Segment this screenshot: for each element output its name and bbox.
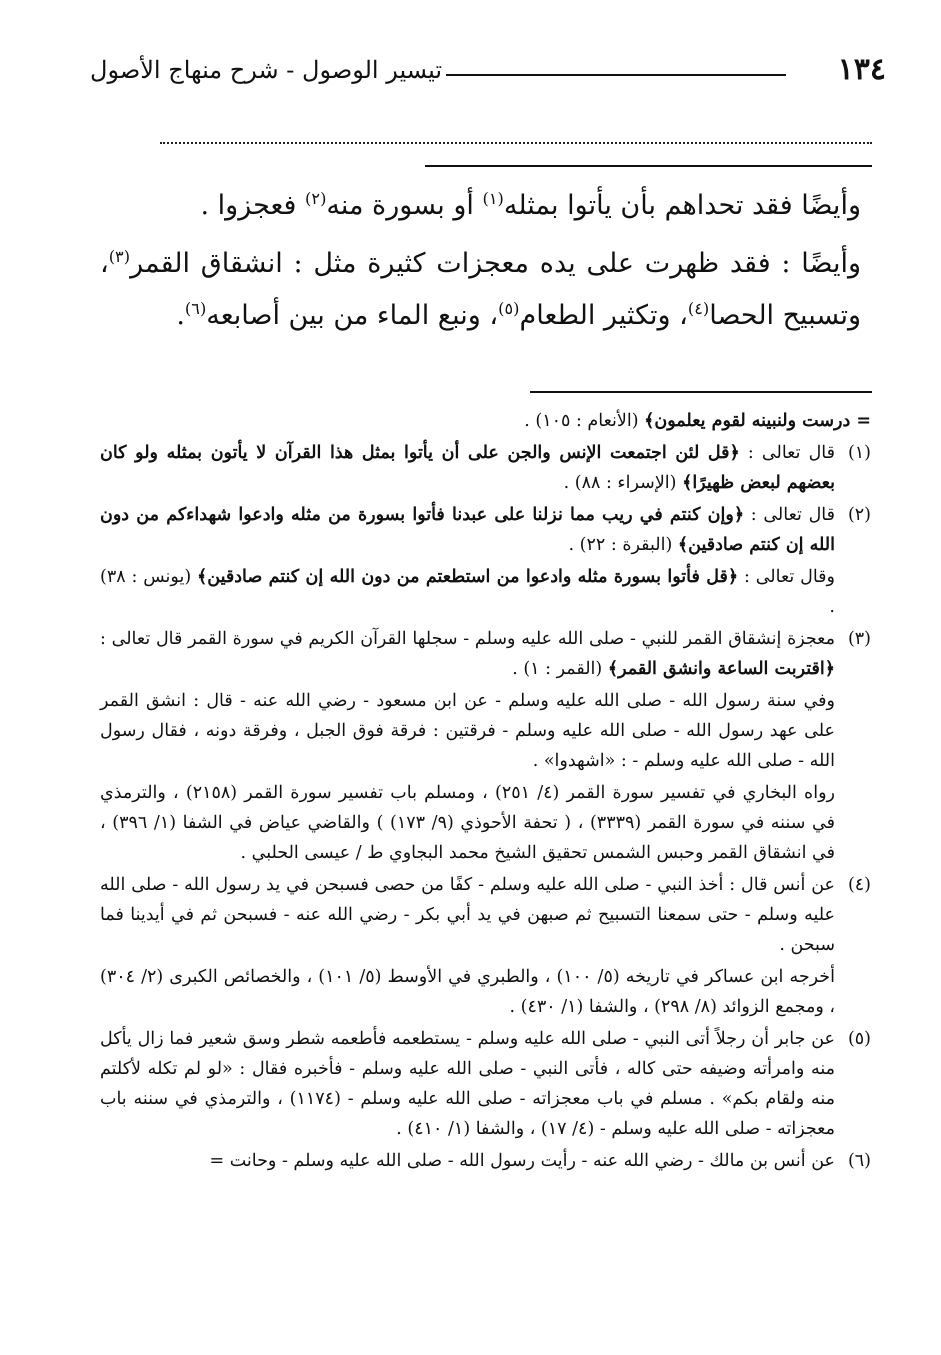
- main-text: [100, 180, 861, 348]
- quran-text: ﴿قل لئن اجتمعت الإنس والجن على أن يأتوا بمثل هذا القرآن لا يأتون بمثله ولو كان بعضهم لبعض ظهيرًا﴾: [100, 443, 835, 493]
- footnote-4: [100, 870, 871, 1022]
- footnote-1: [100, 438, 871, 498]
- running-header: [90, 52, 886, 92]
- footnote-ref: (٤): [687, 299, 710, 318]
- footnote-separator: [530, 391, 872, 393]
- footnote-text: عن أنس بن مالك - رضي الله عنه - رأيت رسول الله - صلى الله عليه وسلم - وحانت =: [209, 1151, 835, 1171]
- quran-text: ﴿اقتربت الساعة وانشق القمر﴾: [607, 659, 835, 679]
- top-rule: [425, 165, 872, 167]
- text-run: معجزة إنشقاق القمر للنبي - صلى الله عليه وسلم - سجلها القرآن الكريم في سورة القمر قال تعالى :: [100, 629, 835, 649]
- footnote-ref: (٢): [305, 189, 327, 208]
- footnote-text: [100, 438, 835, 498]
- citation: (البقرة : ٢٢) .: [568, 535, 678, 555]
- page-number: ١٣٤: [837, 52, 886, 87]
- footnote-text: [100, 562, 835, 622]
- citation: (الإسراء : ٨٨) .: [563, 473, 683, 493]
- footnote-continuation: [100, 406, 871, 436]
- footnote-ref: (٣): [108, 247, 131, 266]
- footnote-ref: (١): [482, 189, 504, 208]
- footnote-5: [100, 1024, 871, 1144]
- footnote-number: (٢): [847, 505, 871, 525]
- quran-text: ﴿قل فأتوا بسورة مثله وادعوا من استطعتم من دون الله إن كنتم صادقين﴾: [197, 567, 739, 587]
- paragraph-miracles: [100, 238, 861, 342]
- quran-text: = درست ولنبينه لقوم يعلمون: [654, 411, 871, 431]
- book-title: تيسير الوصول - شرح منهاج الأصول: [90, 56, 443, 84]
- footnote-text: أخرجه ابن عساكر في تاريخه (٥/ ١٠٠) ، والطبري في الأوسط (٥/ ١٠١) ، والخصائص الكبرى (٢/ ٣٠٤) ، ومجمع الزوائد (٨/ ٢٩٨) ، والشفا (١/ ٤٣٠) .: [100, 967, 835, 1017]
- footnote-6: [100, 1146, 871, 1176]
- paragraph-challenge: [100, 180, 861, 232]
- footnote-ref: (٥): [498, 299, 520, 318]
- text-run: ، وتسبيح الحصا: [100, 248, 861, 331]
- footnote-number: (١): [847, 443, 871, 463]
- footnote-2: [100, 500, 871, 622]
- citation: (الأنعام : ١٠٥) .: [524, 411, 645, 431]
- text-run: قال تعالى :: [744, 505, 835, 525]
- dotted-separator: [160, 142, 872, 144]
- text-run: وأيضًا فقد تحداهم بأن يأتوا بمثله: [503, 190, 861, 221]
- text-run: قال تعالى :: [739, 443, 836, 463]
- footnote-number: (٥): [847, 1029, 871, 1049]
- footnote-text: [100, 624, 835, 684]
- quran-text: ﴿وإن كنتم في ريب مما نزلنا على عبدنا فأتوا بسورة من مثله وادعوا شهداءكم من دون الله إن كنتم صادقين﴾: [100, 505, 835, 555]
- text-run: فعجزوا .: [200, 190, 306, 221]
- text-run: وأيضًا : فقد ظهرت على يده معجزات كثيرة مثل : انشقاق القمر: [130, 248, 861, 279]
- footnote-number: (٣): [847, 629, 871, 649]
- footnotes: [100, 406, 871, 1178]
- text-run: وقال تعالى :: [738, 567, 835, 587]
- citation: (يونس : ٣٨) .: [100, 567, 835, 617]
- footnote-text: عن جابر أن رجلاً أتى النبي - صلى الله عليه وسلم - يستطعمه فأطعمه شطر وسق شعير فما زال يأكل منه وامرأته وضيفه حتى كاله ، فأتى النبي - صلى الله عليه وسلم - فأخبره فقال : «لو لم تكله لأكلتم منه ولقام بكم» . مسلم في باب معجزاته - صلى الله عليه وسلم - (١١٧٤) ، والترمذي في سننه باب معجزاته - صلى الله عليه وسلم - (٤/ ١٧) ، والشفا (١/ ٤١٠) .: [100, 1029, 835, 1139]
- footnote-number: (٤): [847, 875, 871, 895]
- footnote-text: وفي سنة رسول الله - صلى الله عليه وسلم - عن ابن مسعود - رضي الله عنه - قال : انشق القمر على عهد رسول الله - صلى الله عليه وسلم - فرقتين : فرقة فوق الجبل ، وفرقة دونه ، فقال رسول الله - صلى الله عليه وسلم - : «اشهدوا» .: [100, 691, 835, 771]
- text-run: أو بسورة منه: [326, 190, 483, 221]
- footnote-text: رواه البخاري في تفسير سورة القمر (٤/ ٢٥١) ، ومسلم باب تفسير سورة القمر (٢١٥٨) ، والترمذي في سننه في سورة القمر (٣٣٣٩) ، ( تحفة الأحوذي (٩/ ١٧٣) ) والقاضي عياض في الشفا (١/ ٣٩٦) ، في انشقاق القمر وحبس الشمس تحقيق الشيخ محمد البجاوي ط / عيسى الحلبي .: [100, 783, 835, 863]
- footnote-number: (٦): [847, 1151, 871, 1171]
- footnote-text: [100, 500, 835, 560]
- footnote-text: عن أنس قال : أخذ النبي - صلى الله عليه وسلم - كفًا من حصى فسبحن في يد رسول الله - صلى الله عليه وسلم - حتى سمعنا التسبيح ثم صبهن في يد أبي بكر - رضي الله عنه - فسبحن ثم في أيدينا فما سبحن .: [100, 875, 835, 955]
- text-run: ، ونبع الماء من بين أصابعه: [206, 300, 499, 331]
- footnote-3: [100, 624, 871, 868]
- text-run: .: [176, 300, 185, 331]
- text-run: ، وتكثير الطعام: [519, 300, 688, 331]
- header-rule: [446, 74, 786, 76]
- quran-bracket: ﴾: [644, 411, 655, 431]
- footnote-ref: (٦): [184, 299, 207, 318]
- citation: (القمر : ١) .: [512, 659, 608, 679]
